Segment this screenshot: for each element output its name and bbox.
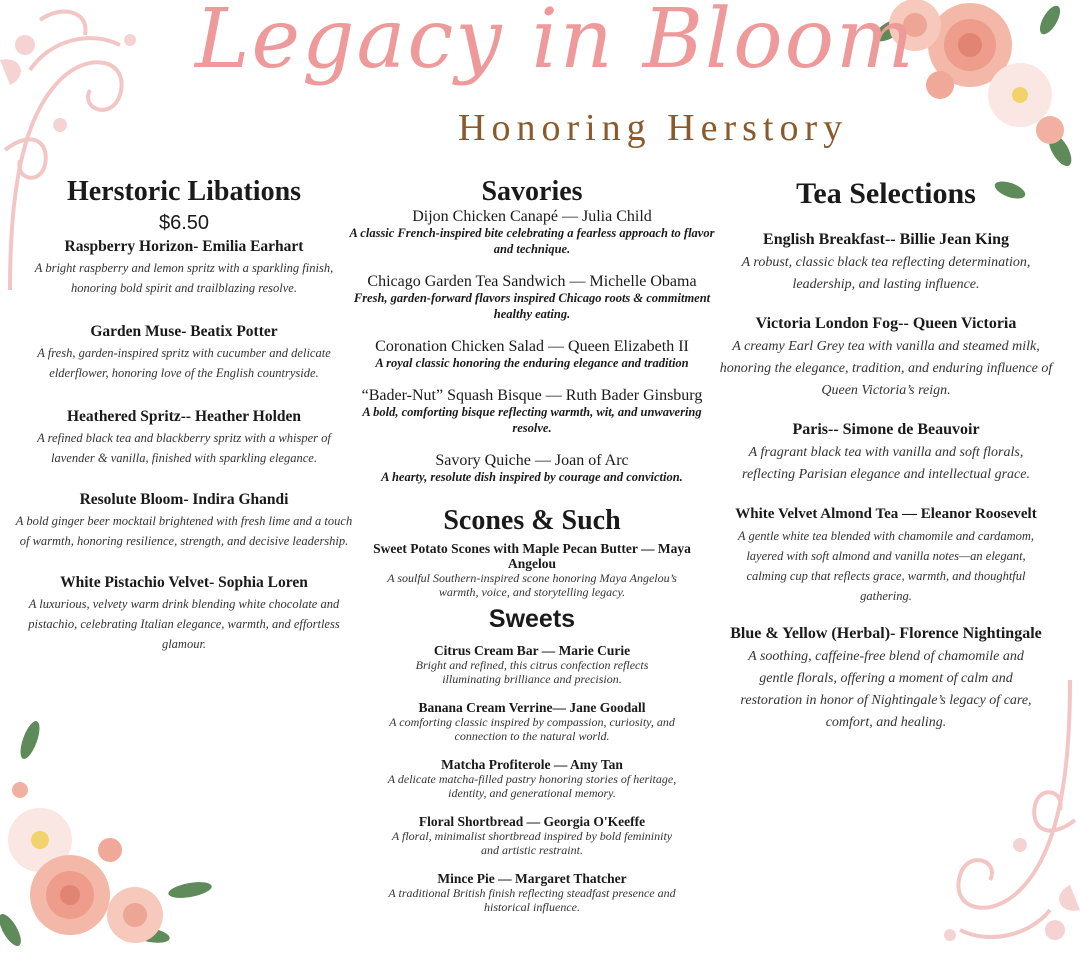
- item-name: Raspberry Horizon- Emilia Earhart: [64, 238, 304, 255]
- item-name: Paris-- Simone de Beauvoir: [792, 421, 980, 438]
- menu-subtitle: Honoring Herstory: [458, 107, 849, 149]
- scones-title: Scones & Such: [443, 505, 621, 536]
- bottom-left-roses: [0, 700, 220, 957]
- item-description: A robust, classic black tea reflecting determination, leadership, and lasting influence.: [741, 255, 1031, 292]
- list-item: [346, 541, 718, 599]
- item-description: A luxurious, velvety warm drink blending white chocolate and pistachio, celebrating Italian elegance, warmth, and effortless glamour.: [28, 597, 340, 651]
- list-item: [346, 452, 718, 485]
- item-name: Matcha Profiterole — Amy Tan: [441, 757, 623, 772]
- list-item: [14, 322, 354, 383]
- libations-section: [14, 176, 354, 654]
- item-name: Mince Pie — Margaret Thatcher: [437, 871, 627, 886]
- list-item: [346, 871, 718, 914]
- item-name: Floral Shortbread — Georgia O'Keeffe: [418, 814, 646, 829]
- item-name: Banana Cream Verrine— Jane Goodall: [418, 700, 646, 715]
- item-name: Sweet Potato Scones with Maple Pecan Butter — Maya Angelou: [373, 541, 691, 571]
- list-item: [718, 314, 1054, 402]
- item-name: Savory Quiche — Joan of Arc: [435, 452, 629, 469]
- item-name: Citrus Cream Bar — Marie Curie: [433, 643, 631, 658]
- menu-title: Legacy in Bloom: [195, 0, 916, 87]
- item-description: A fragrant black tea with vanilla and soft florals, reflecting Parisian elegance and intellectual grace.: [742, 445, 1030, 482]
- item-name: Heathered Spritz-- Heather Holden: [66, 408, 302, 425]
- list-item: [346, 814, 718, 857]
- item-description: A soothing, caffeine-free blend of chamomile and gentle florals, offering a moment of calm and restoration in honor of Nightingale’s legacy of care, comfort, and healing.: [740, 649, 1032, 730]
- item-name: Garden Muse- Beatix Potter: [90, 323, 278, 340]
- list-item: [346, 700, 718, 743]
- list-item: [14, 573, 354, 654]
- item-description: A floral, minimalist shortbread inspired by bold femininity and artistic restraint.: [391, 829, 673, 857]
- item-name: “Bader-Nut” Squash Bisque — Ruth Bader Ginsburg: [361, 387, 703, 404]
- item-name: White Pistachio Velvet- Sophia Loren: [60, 574, 308, 591]
- item-name: White Velvet Almond Tea — Eleanor Roosevelt: [735, 506, 1037, 522]
- item-description: A bold, comforting bisque reflecting warmth, wit, and unwavering resolve.: [362, 405, 702, 435]
- tea-title: Tea Selections: [796, 177, 976, 210]
- item-name: Resolute Bloom- Indira Ghandi: [79, 491, 289, 508]
- item-description: Fresh, garden-forward flavors inspired Chicago roots & commitment healthy eating.: [353, 291, 711, 321]
- list-item: [346, 643, 718, 686]
- item-description: A gentle white tea blended with chamomile and cardamom, layered with soft almond and vanilla notes—an elegant, calming cup that reflects grace, warmth, and thoughtful gathering.: [737, 529, 1035, 603]
- item-description: A bold ginger beer mocktail brightened with fresh lime and a touch of warmth, honoring resilience, strength, and decisive leadership.: [15, 514, 353, 548]
- item-name: English Breakfast-- Billie Jean King: [763, 231, 1009, 248]
- item-description: A bright raspberry and lemon spritz with a sparkling finish, honoring bold spirit and trailblazing resolve.: [34, 261, 334, 295]
- savories-title: Savories: [481, 176, 583, 207]
- item-description: A fresh, garden-inspired spritz with cucumber and delicate elderflower, honoring love of the English countryside.: [37, 346, 331, 380]
- sweets-title: Sweets: [488, 605, 576, 633]
- list-item: [718, 624, 1054, 734]
- list-item: [14, 237, 354, 298]
- item-description: A refined black tea and blackberry spritz with a whisper of lavender & vanilla, finished with sparkling elegance.: [37, 431, 331, 465]
- item-description: A classic French-inspired bite celebrating a fearless approach to flavor and technique.: [349, 226, 715, 256]
- list-item: [346, 757, 718, 800]
- item-description: A soulful Southern-inspired scone honoring Maya Angelou’s warmth, voice, and storytelling legacy.: [387, 571, 677, 599]
- libations-price: $6.50: [158, 212, 210, 234]
- item-description: A hearty, resolute dish inspired by courage and conviction.: [381, 470, 683, 484]
- list-item: [14, 490, 354, 551]
- item-name: Blue & Yellow (Herbal)- Florence Nightingale: [730, 625, 1042, 642]
- list-item: [346, 208, 718, 257]
- item-name: Chicago Garden Tea Sandwich — Michelle Obama: [367, 273, 697, 290]
- libations-title: Herstoric Libations: [66, 176, 302, 207]
- item-description: A traditional British finish reflecting steadfast presence and historical influence.: [388, 886, 676, 914]
- item-name: Dijon Chicken Canapé — Julia Child: [412, 208, 652, 225]
- item-description: Bright and refined, this citrus confection reflects illuminating brilliance and precision.: [415, 658, 649, 686]
- list-item: [14, 407, 354, 468]
- item-description: A royal classic honoring the enduring elegance and tradition: [375, 356, 689, 370]
- list-item: [718, 504, 1054, 606]
- list-item: [346, 338, 718, 371]
- item-description: A creamy Earl Grey tea with vanilla and steamed milk, honoring the elegance, tradition, and enduring influence of Queen Victoria’s reign.: [719, 339, 1053, 398]
- middle-column: [346, 176, 718, 914]
- list-item: [718, 230, 1054, 296]
- list-item: [718, 420, 1054, 486]
- item-description: A delicate matcha-filled pastry honoring stories of heritage, identity, and generational memory.: [387, 772, 677, 800]
- item-name: Coronation Chicken Salad — Queen Elizabeth II: [375, 338, 689, 355]
- list-item: [346, 273, 718, 322]
- item-description: A comforting classic inspired by compassion, curiosity, and connection to the natural world.: [389, 715, 675, 743]
- list-item: [346, 387, 718, 436]
- tea-section: [718, 178, 1054, 734]
- item-name: Victoria London Fog-- Queen Victoria: [755, 315, 1017, 332]
